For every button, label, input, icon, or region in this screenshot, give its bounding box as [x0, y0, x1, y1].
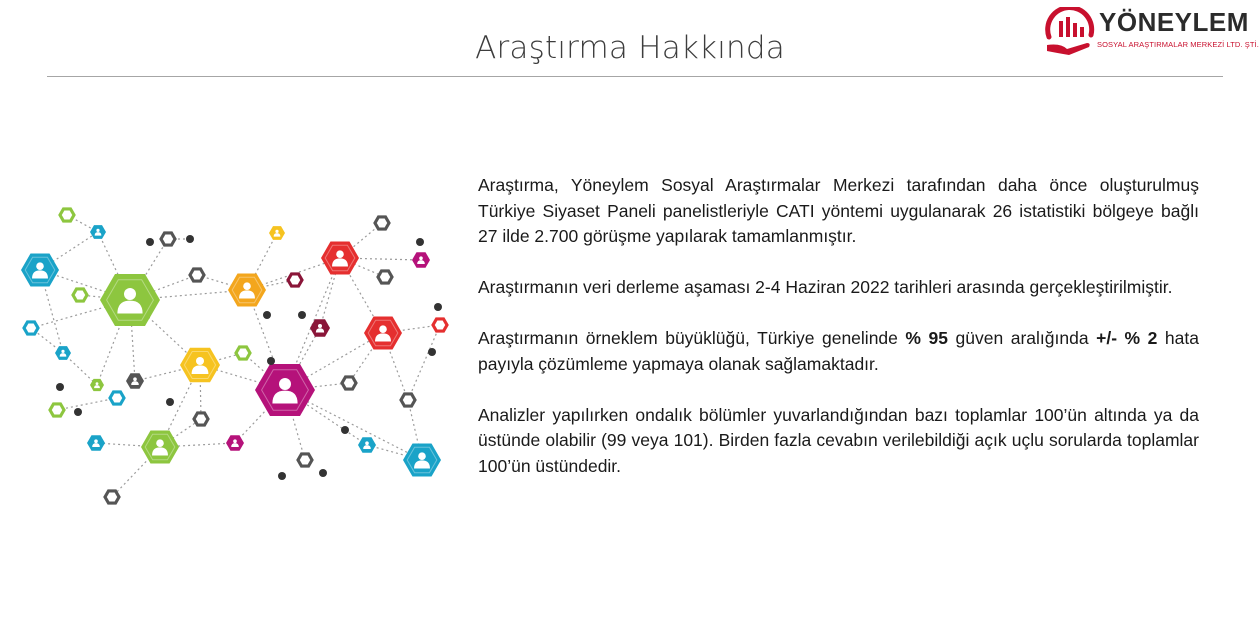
person-node-icon: [321, 242, 359, 275]
network-ring: [298, 454, 312, 466]
logo-name: YÖNEYLEM: [1099, 7, 1249, 37]
person-node-icon: [269, 226, 285, 240]
network-link: [57, 398, 117, 410]
network-ring: [194, 413, 208, 425]
person-node-icon: [90, 225, 106, 239]
person-node-icon: [228, 274, 266, 307]
network-dot: [298, 311, 306, 319]
network-ring: [401, 394, 415, 406]
title-divider: [47, 76, 1223, 77]
person-node-icon: [403, 444, 441, 477]
network-dot: [74, 408, 82, 416]
network-ring: [433, 319, 447, 331]
network-dot: [416, 238, 424, 246]
person-node-icon: [87, 435, 105, 451]
network-dot: [146, 238, 154, 246]
network-dot: [263, 311, 271, 319]
network-dot: [166, 398, 174, 406]
person-node-icon: [100, 274, 160, 326]
network-ring: [288, 274, 302, 286]
network-dot: [434, 303, 442, 311]
paragraph-sample: Araştırmanın örneklem büyüklüğü, Türkiye genelinde % 95 güven aralığında +/- % 2 hata payıyla çözümleme yapmaya olanak sağlamaktadır.: [478, 328, 1199, 374]
network-ring: [60, 209, 74, 221]
network-dot: [278, 472, 286, 480]
network-dot: [341, 426, 349, 434]
page-title: Araştırma Hakkında: [475, 30, 785, 66]
paragraph-method: Araştırma, Yöneylem Sosyal Araştırmalar Merkezi tarafından daha önce oluşturulmuş Türkiye Siyaset Paneli panelistleriyle CATI yöntemi uygulanarak 26 istatistiki bölgeye bağlı 27 ilde 2.700 görüşme yapılarak tamamlanmıştır.: [478, 175, 1199, 246]
network-link: [408, 325, 440, 400]
paragraph-rounding: Analizler yapılırken ondalık bölümler yuvarlandığından bazı toplamlar 100’ün altında ya da üstünde olabilir (99 veya 101). Birden fazla cevabın verilebildiği açık uçlu sorularda toplamlar 100’ün üstündedir.: [478, 404, 1199, 476]
company-logo: [1043, 7, 1259, 57]
person-node-icon: [141, 431, 179, 464]
network-ring: [110, 392, 124, 404]
logo-subtitle: SOSYAL ARAŞTIRMALAR MERKEZİ LTD. ŞTİ.: [1097, 40, 1259, 49]
person-node-icon: [364, 317, 402, 350]
confidence-level: % 95: [905, 328, 948, 348]
person-node-icon: [180, 348, 220, 383]
network-ring: [375, 217, 389, 229]
network-ring: [105, 491, 119, 503]
network-dot: [267, 357, 275, 365]
network-dot: [186, 235, 194, 243]
network-ring: [24, 322, 38, 334]
network-ring: [378, 271, 392, 283]
person-node-icon: [226, 435, 244, 451]
network-ring: [161, 233, 175, 245]
person-node-icon: [21, 254, 59, 287]
network-ring: [342, 377, 356, 389]
network-dot: [56, 383, 64, 391]
network-ring: [236, 347, 250, 359]
people-network-illustration: [15, 195, 455, 515]
logo-mark-icon: [1043, 7, 1099, 57]
network-ring: [50, 404, 64, 416]
person-node-icon: [358, 437, 376, 453]
research-description: [478, 173, 1199, 505]
person-node-icon: [126, 373, 144, 389]
person-node-icon: [310, 319, 330, 336]
network-ring: [190, 269, 204, 281]
network-ring: [73, 289, 87, 301]
person-node-icon: [412, 252, 430, 268]
network-dot: [428, 348, 436, 356]
paragraph-dates: Araştırmanın veri derleme aşaması 2-4 Haziran 2022 tarihleri arasında gerçekleştirilmiştir.: [478, 277, 1173, 297]
person-node-icon: [255, 364, 315, 416]
network-dot: [319, 469, 327, 477]
margin-of-error: +/- % 2: [1096, 328, 1158, 348]
person-node-icon: [55, 346, 71, 360]
